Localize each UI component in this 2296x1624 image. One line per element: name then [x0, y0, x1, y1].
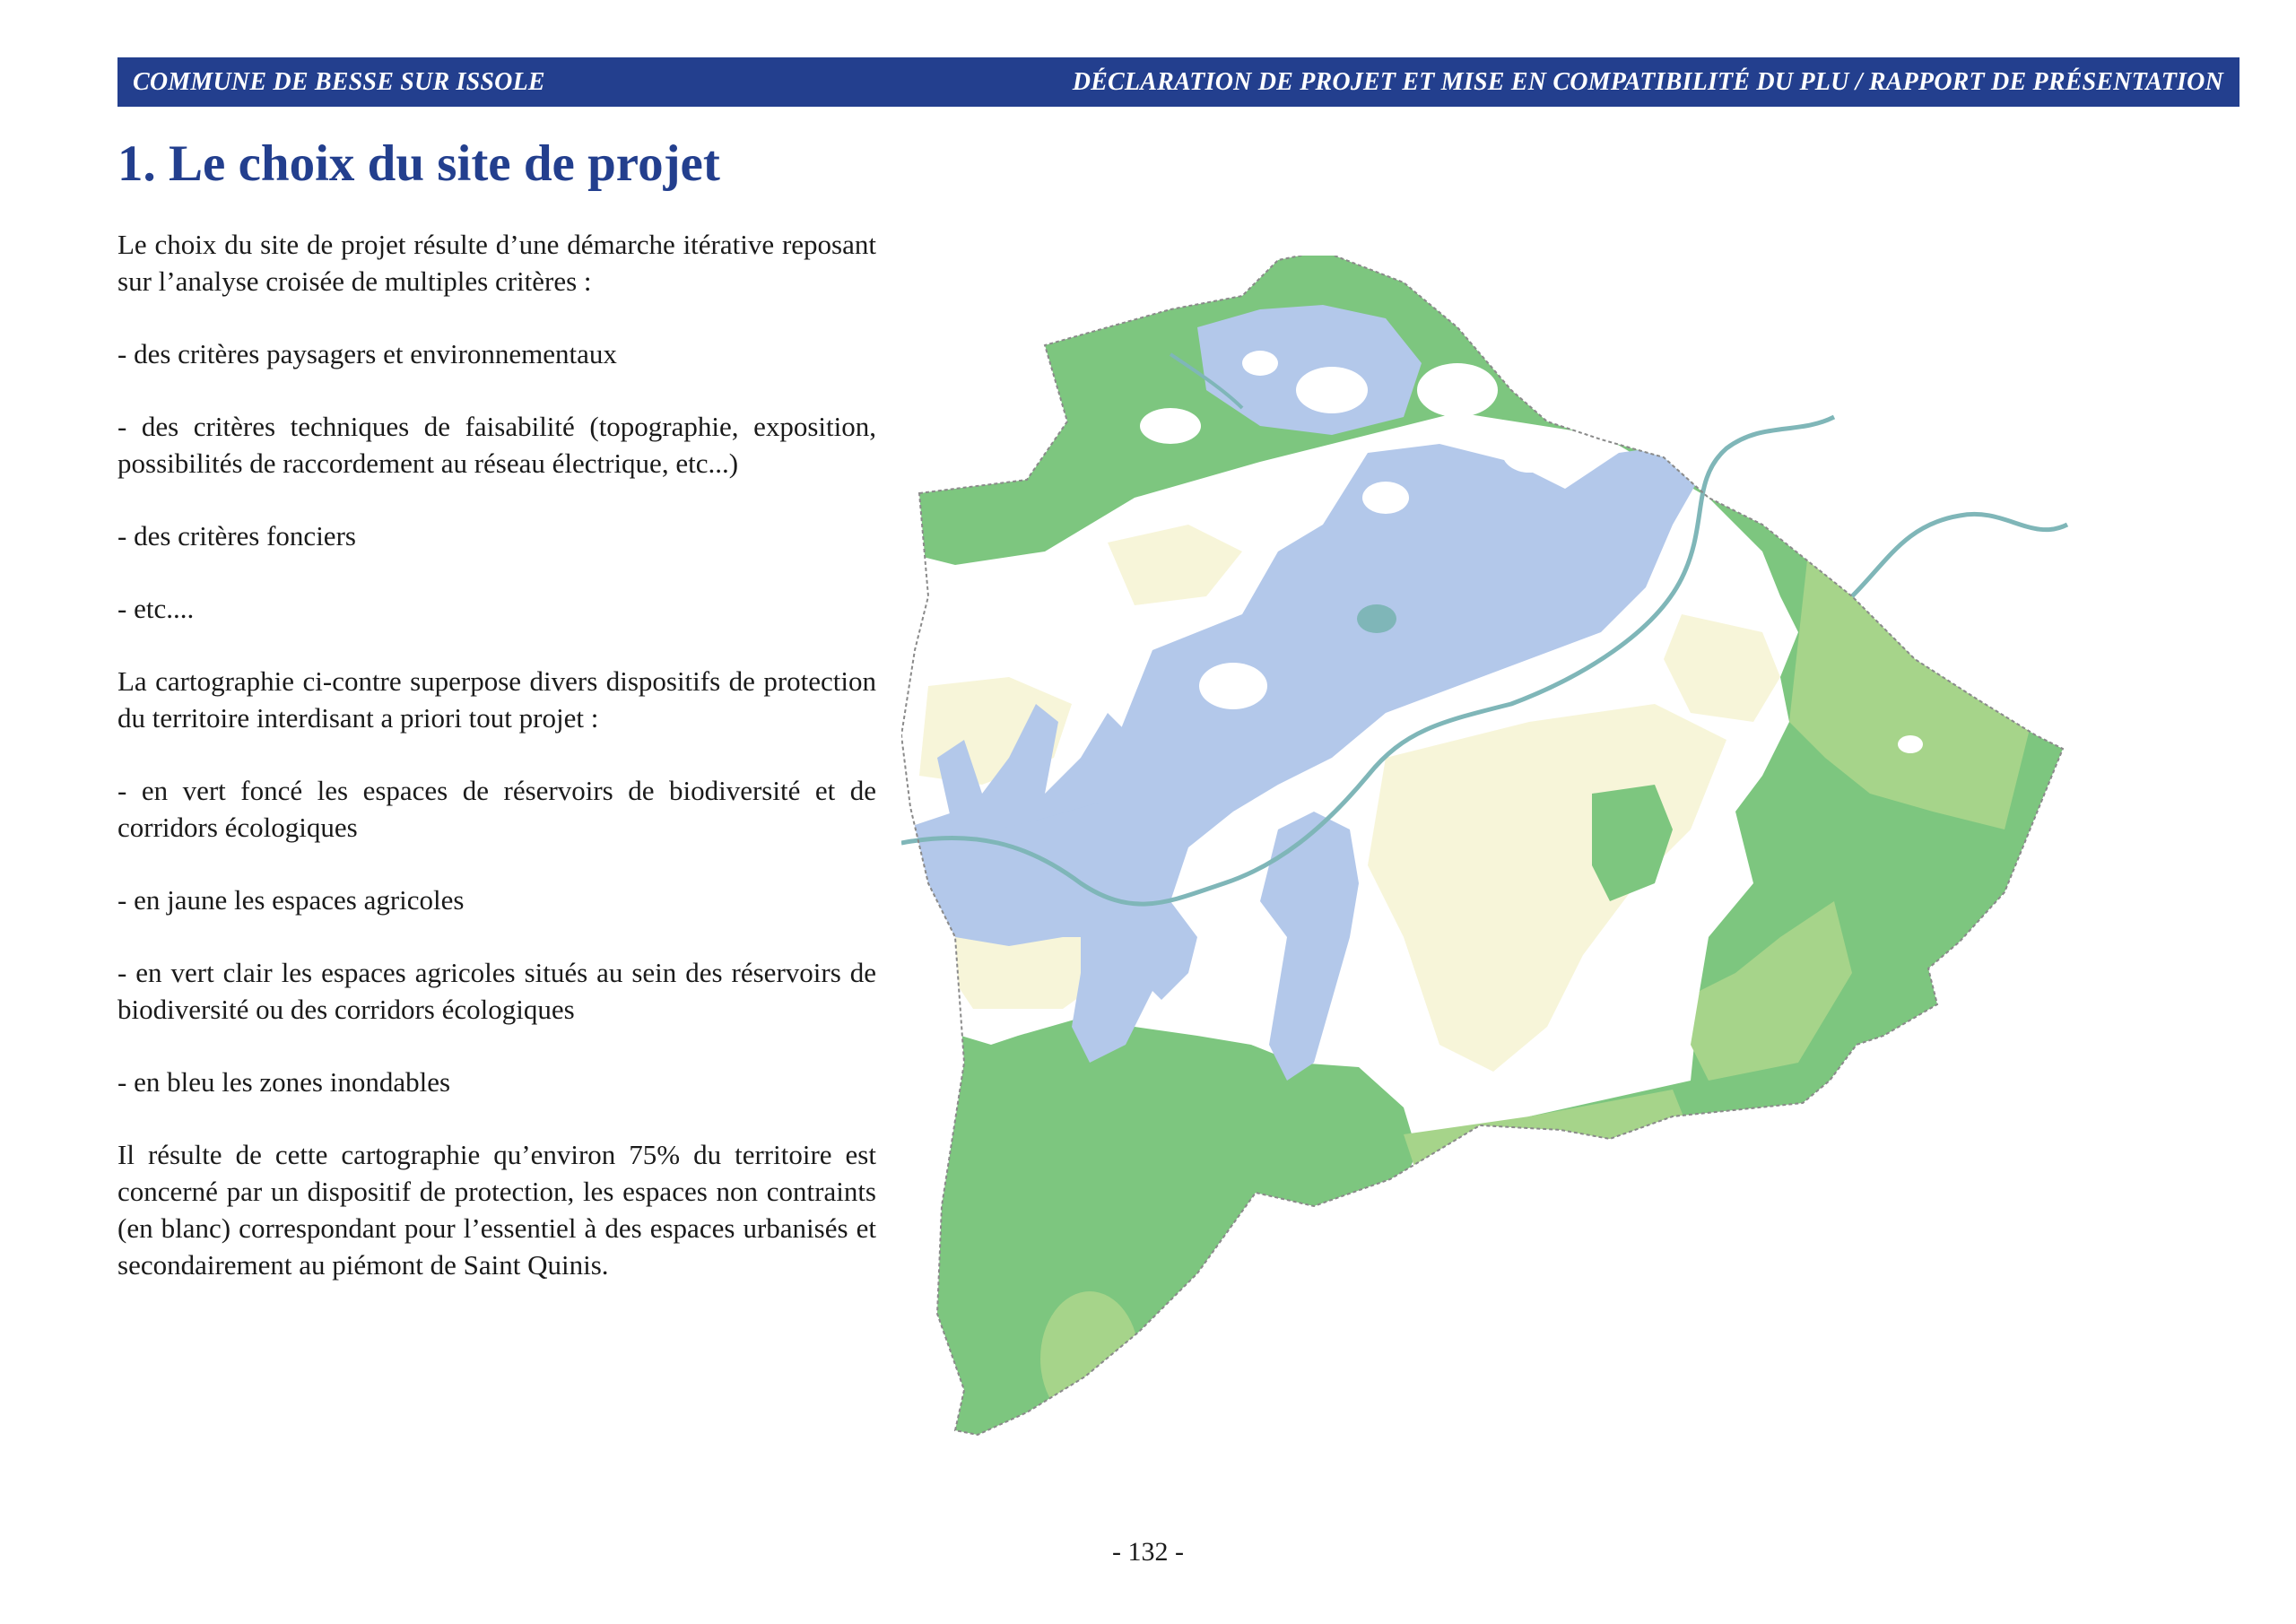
biodiversity-zone-southwest: [901, 1018, 1417, 1457]
paragraph-map-intro: La cartographie ci-contre superpose divers dispositifs de protection du territoire interdisant a priori tout projet :: [117, 665, 876, 734]
header-document-title: DÉCLARATION DE PROJET ET MISE EN COMPATIBILITÉ DU PLU / RAPPORT DE PRÉSENTATION: [1072, 67, 2223, 96]
header-commune-name: COMMUNE DE BESSE SUR ISSOLE: [133, 67, 545, 96]
protection-map-svg: [901, 256, 2229, 1457]
paragraph-conclusion: Il résulte de cette cartographie qu’environ 75% du territoire est concerné par un dispositif de protection, les espaces non contraints (en blanc) correspondant pour l’essentiel à des espaces urbanisés et secondairement au piémont de Saint Quinis.: [117, 1139, 876, 1281]
urban-island-north: [1296, 367, 1368, 413]
legend-item-blue: - en bleu les zones inondables: [117, 1066, 451, 1098]
body-text: [117, 226, 876, 1319]
legend-item-yellow: - en jaune les espaces agricoles: [117, 884, 465, 916]
legend-item-dark-green: - en vert foncé les espaces de réservoirs de biodiversité et de corridors écologiques: [117, 775, 876, 843]
agri-biodiversity-zone-piemont: [1040, 1291, 1139, 1426]
paragraph-intro: Le choix du site de projet résulte d’une démarche itérative reposant sur l’analyse croisée de multiples critères :: [117, 229, 876, 297]
flood-zone-northeast-arm: [1673, 408, 1816, 489]
list-item-land-criteria: - des critères fonciers: [117, 520, 356, 551]
urban-island-north-small: [1242, 351, 1278, 376]
protection-map: [901, 256, 2229, 1457]
urban-island-north-east: [1417, 363, 1498, 417]
legend-item-light-green: - en vert clair les espaces agricoles situés au sein des réservoirs de biodiversité ou des corridors écologiques: [117, 957, 876, 1025]
document-header-bar: [117, 57, 2239, 107]
list-item-etc: - etc....: [117, 593, 195, 624]
section-title: 1. Le choix du site de projet: [117, 135, 720, 192]
reservoir-east: [1898, 735, 1923, 753]
list-item-landscape-criteria: - des critères paysagers et environnementaux: [117, 338, 617, 369]
page-number: - 132 -: [1112, 1537, 1184, 1567]
urban-island-northwest: [1140, 408, 1201, 444]
urban-island-center: [1362, 482, 1409, 514]
urban-island-south-center: [1199, 663, 1267, 709]
town-pond: [1357, 604, 1396, 633]
tributary-stream-northeast: [1852, 514, 2067, 596]
list-item-technical-criteria: - des critères techniques de faisabilité (topographie, exposition, possibilités de raccordement au réseau électrique, etc...): [117, 411, 876, 479]
urban-island-east: [1502, 433, 1556, 473]
